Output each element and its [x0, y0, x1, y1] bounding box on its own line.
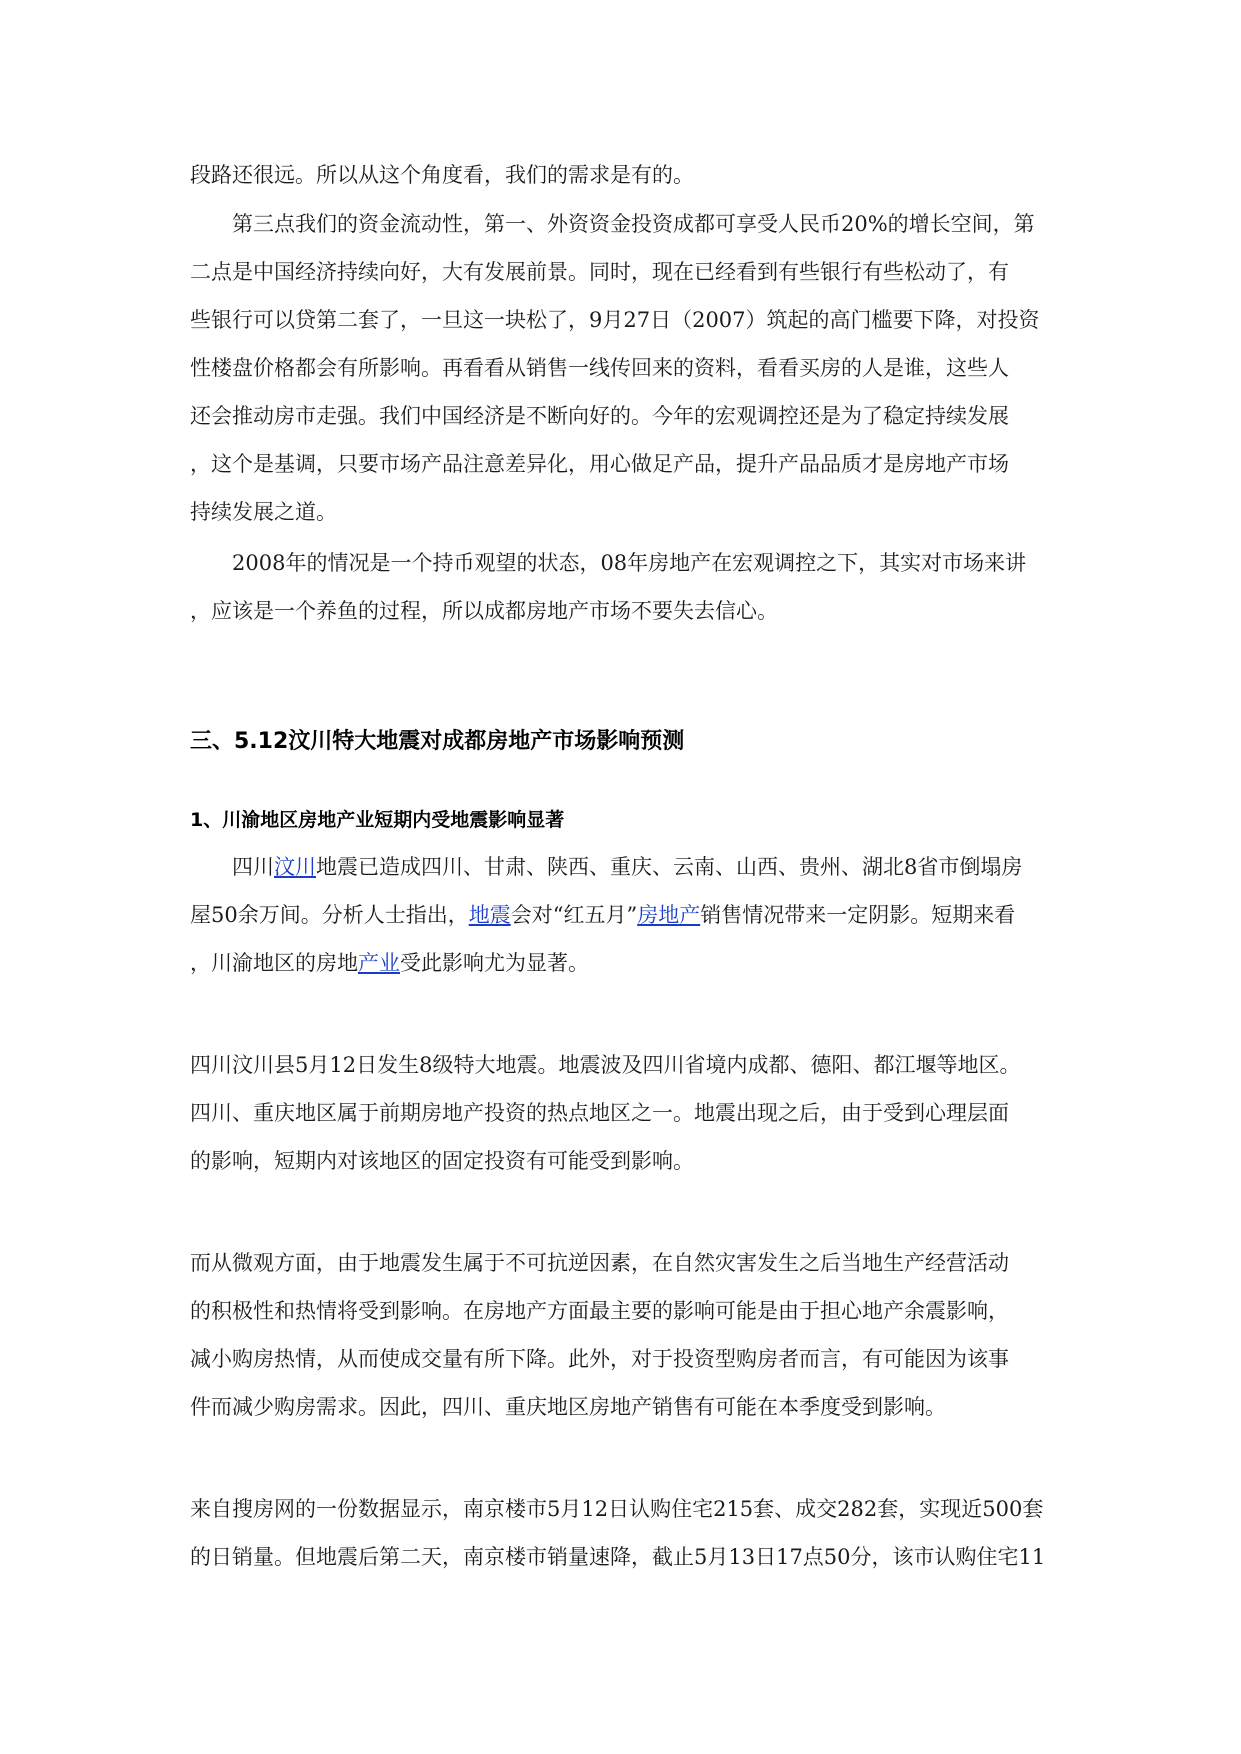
section-heading: 三、5.12汶川特大地震对成都房地产市场影响预测: [190, 729, 685, 754]
paragraph-line: 性楼盘价格都会有所影响。再看看从销售一线传回来的资料，看看买房的人是谁，这些人: [190, 356, 1009, 380]
text-run: ，川渝地区的房地: [190, 951, 358, 975]
paragraph-line: [232, 852, 1112, 882]
paragraph-line: [190, 948, 1070, 978]
link-industry[interactable]: 产业: [358, 951, 400, 975]
paragraph-line: 四川、重庆地区属于前期房地产投资的热点地区之一。地震出现之后，由于受到心理层面: [190, 1101, 1009, 1125]
link-wenchuan[interactable]: 汶川: [274, 855, 316, 879]
paragraph-line: 还会推动房市走强。我们中国经济是不断向好的。今年的宏观调控还是为了稳定持续发展: [190, 404, 1009, 428]
paragraph-line: 四川汶川县5月12日发生8级特大地震。地震波及四川省境内成都、德阳、都江堰等地区。: [190, 1053, 1021, 1077]
paragraph-line: 的日销量。但地震后第二天，南京楼市销量速降，截止5月13日17点50分，该市认购住宅11: [190, 1545, 1046, 1569]
paragraph-line: 的积极性和热情将受到影响。在房地产方面最主要的影响可能是由于担心地产余震影响，: [190, 1299, 1009, 1323]
text-run: 销售情况带来一定阴影。短期来看: [700, 903, 1016, 927]
paragraph-line: 件而减少购房需求。因此，四川、重庆地区房地产销售有可能在本季度受到影响。: [190, 1395, 946, 1419]
paragraph-line: 2008年的情况是一个持币观望的状态，08年房地产在宏观调控之下，其实对市场来讲: [232, 551, 1027, 575]
paragraph-line: 来自搜房网的一份数据显示，南京楼市5月12日认购住宅215套、成交282套，实现近500套: [190, 1497, 1044, 1521]
paragraph-line: 而从微观方面，由于地震发生属于不可抗逆因素，在自然灾害发生之后当地生产经营活动: [190, 1251, 1009, 1275]
paragraph-line: ，应该是一个养鱼的过程，所以成都房地产市场不要失去信心。: [190, 599, 778, 623]
paragraph-line: 的影响，短期内对该地区的固定投资有可能受到影响。: [190, 1149, 694, 1173]
paragraph-line: 二点是中国经济持续向好，大有发展前景。同时，现在已经看到有些银行有些松动了，有: [190, 260, 1009, 284]
paragraph-line: 段路还很远。所以从这个角度看，我们的需求是有的。: [190, 163, 694, 187]
paragraph-line: 第三点我们的资金流动性，第一、外资资金投资成都可享受人民币20%的增长空间，第: [232, 212, 1035, 236]
text-run: 地震已造成四川、甘肃、陕西、重庆、云南、山西、贵州、湖北8省市倒塌房: [316, 855, 1023, 879]
link-real-estate[interactable]: 房地产: [637, 903, 701, 927]
subsection-heading: 1、川渝地区房地产业短期内受地震影响显著: [190, 809, 565, 831]
text-run: 屋50余万间。分析人士指出，: [190, 903, 469, 927]
paragraph-line: [190, 900, 1070, 930]
text-run: 会对“红五月”: [510, 903, 638, 927]
paragraph-line: 持续发展之道。: [190, 500, 337, 524]
paragraph-line: 减小购房热情，从而使成交量有所下降。此外，对于投资型购房者而言，有可能因为该事: [190, 1347, 1009, 1371]
text-run: 受此影响尤为显著。: [400, 951, 589, 975]
link-earthquake[interactable]: 地震: [468, 903, 511, 927]
paragraph-line: 些银行可以贷第二套了，一旦这一块松了，9月27日（2007）筑起的高门槛要下降，对投资: [190, 308, 1040, 332]
paragraph-line: ，这个是基调，只要市场产品注意差异化，用心做足产品，提升产品品质才是房地产市场: [190, 452, 1009, 476]
text-run: 四川: [232, 855, 274, 879]
